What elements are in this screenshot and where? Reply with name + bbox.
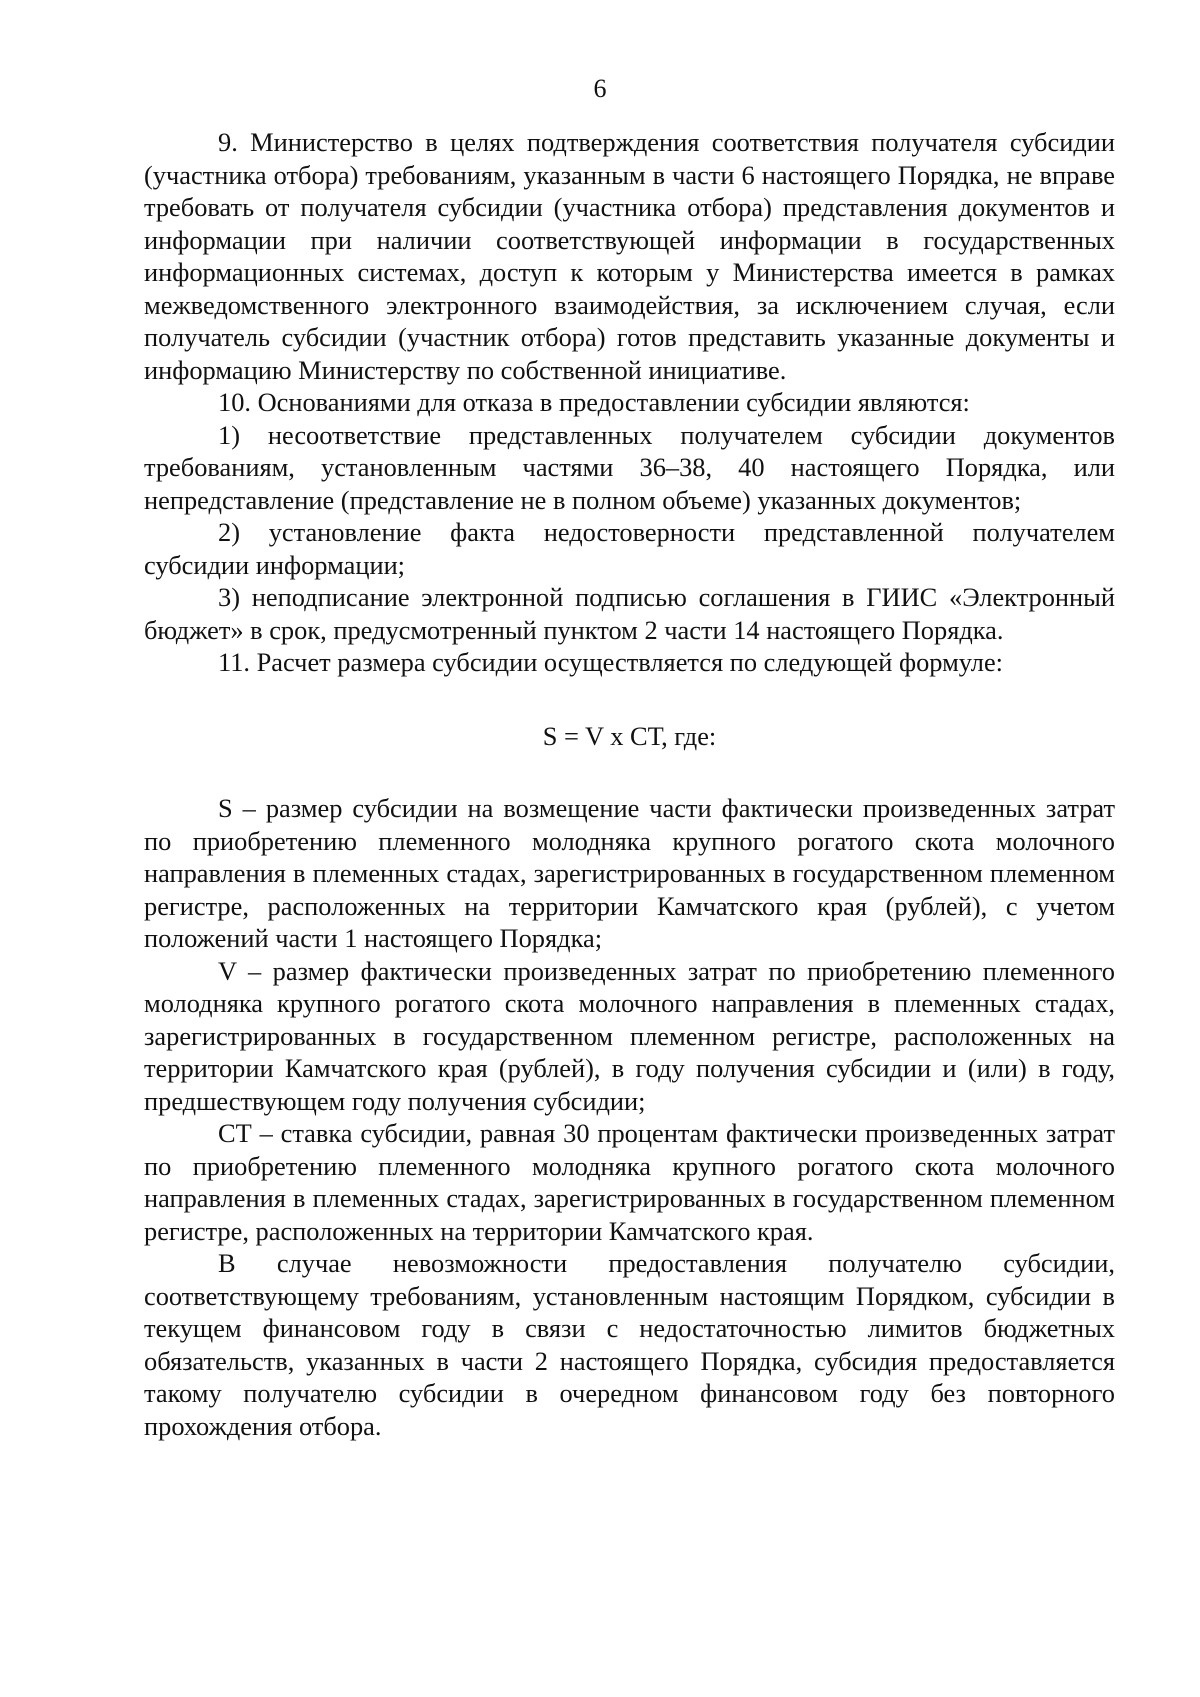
paragraph-10: 10. Основаниями для отказа в предоставлении субсидии являются: xyxy=(218,387,970,417)
list-item-3: 3) неподписание электронной подписью соглашения в ГИИС «Электронный бюджет» в срок, предусмотренный пунктом 2 части 14 настоящего Порядка. xyxy=(144,582,1115,645)
paragraph-insufficient-limits: В случае невозможности предоставления получателю субсидии, соответствующему требованиям, установленным настоящим Порядком, субсидии в текущем финансовом году в связи с недостаточностью лимитов бюджетных обязательств, указанных в части 2 настоящего Порядка, субсидия предоставляется такому получателю субсидии в очередном финансовом году без повторного прохождения отбора. xyxy=(144,1248,1115,1441)
paragraph-11: 11. Расчет размера субсидии осуществляется по следующей формуле: xyxy=(218,647,1004,677)
document-body xyxy=(144,126,1115,1442)
formula: S = V х СТ, где: xyxy=(542,720,717,751)
page-number: 6 xyxy=(593,74,607,103)
definition-s: S – размер субсидии на возмещение части фактически произведенных затрат по приобретению племенного молодняка крупного рогатого скота молочного направления в племенных стадах, зарегистрированных в государственном племенном регистре, расположенных на территории Камчатского края (рублей), с учетом положений части 1 настоящего Порядка; xyxy=(144,793,1115,953)
list-item-1: 1) несоответствие представленных получателем субсидии документов требованиям, установленным частями 36–38, 40 настоящего Порядка, или непредставление (представление не в полном объеме) указанных документов; xyxy=(144,419,1115,515)
paragraph-9: 9. Министерство в целях подтверждения соответствия получателя субсидии (участника отбора) требованиям, указанным в части 6 настоящего Порядка, не вправе требовать от получателя субсидии (участника отбора) представления документов и информации при наличии соответствующей информации в государственных информационных системах, доступ к которым у Министерства имеется в рамках межведомственного электронного взаимодействия, за исключением случая, если получатель субсидии (участник отбора) готов представить указанные документы и информацию Министерству по собственной инициативе. xyxy=(144,127,1115,385)
definition-st: СТ – ставка субсидии, равная 30 процентам фактически произведенных затрат по приобретению племенного молодняка крупного рогатого скота молочного направления в племенных стадах, зарегистрированных в государственном племенном регистре, расположенных на территории Камчатского края. xyxy=(144,1118,1115,1246)
list-item-2: 2) установление факта недостоверности представленной получателем субсидии информации; xyxy=(144,517,1115,580)
definition-v: V – размер фактически произведенных затрат по приобретению племенного молодняка крупного рогатого скота молочного направления в племенных стадах, зарегистрированных в государственном племенном регистре, расположенных на территории Камчатского края (рублей), в году получения субсидии и (или) в году, предшествующем году получения субсидии; xyxy=(144,955,1115,1116)
